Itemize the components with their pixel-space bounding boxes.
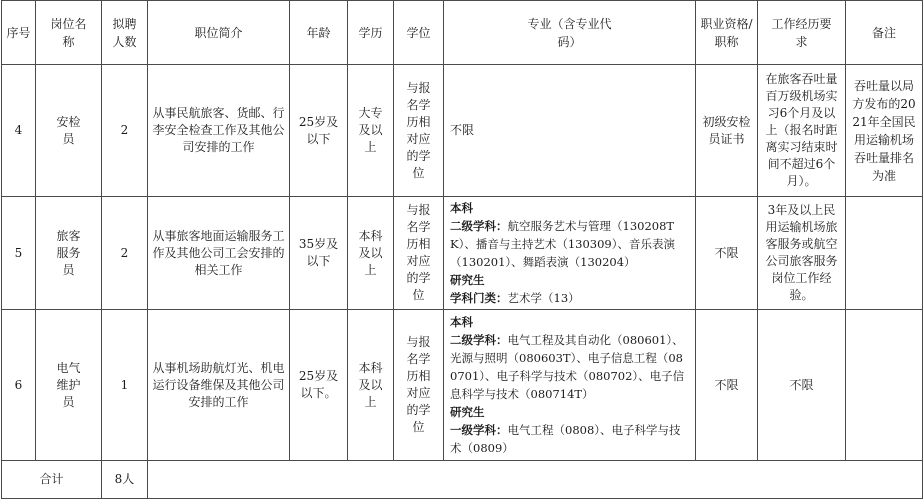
cell-age — [290, 310, 348, 461]
total-value: 8人 — [102, 461, 148, 499]
cell-major — [444, 197, 696, 310]
cell-age-text: 25岁及以下。 — [298, 369, 339, 400]
cell-num: 2 — [102, 65, 148, 197]
cell-description-text: 从事民航旅客、货邮、行李安全检查工作及其他公司安排的工作 — [152, 106, 285, 154]
cell-major — [444, 65, 696, 197]
cell-degree — [394, 310, 444, 461]
cell-work-exp-text: 在旅客吞吐量百万级机场实习6个月及以上（报名时距离实习结束时间不超过6个月）。 — [765, 72, 838, 188]
cell-position-name — [36, 310, 102, 461]
header-position-name-text: 岗位名称 — [50, 16, 87, 49]
header-num-planned-text: 拟聘人数 — [112, 16, 137, 49]
cell-degree-text: 与报名学历相对应的学位 — [406, 203, 431, 302]
header-major-text: 专业（含专业代码） — [527, 16, 612, 49]
cell-remarks — [846, 310, 923, 461]
cell-num: 1 — [102, 310, 148, 461]
cell-education — [348, 310, 394, 461]
header-row — [2, 1, 923, 65]
header-major — [444, 1, 696, 65]
cell-seq: 6 — [2, 310, 36, 461]
major-grad-line — [450, 289, 689, 307]
cell-education-text: 本科及以上 — [358, 228, 383, 277]
major-grad-text: 电气工程（0808）、电子科学与技术（0809） — [450, 423, 681, 455]
cell-description — [148, 65, 290, 197]
cell-degree-text: 与报名学历相对应的学位 — [406, 80, 431, 180]
cell-degree-text: 与报名学历相对应的学位 — [406, 335, 431, 434]
cell-major-text: 不限 — [450, 123, 475, 137]
major-grad-text: 艺术学（13） — [507, 291, 580, 305]
cell-major — [444, 310, 696, 461]
cell-qualification: 不限 — [696, 197, 758, 310]
cell-qualification-text: 初级安检员证书 — [702, 114, 751, 146]
cell-education — [348, 65, 394, 197]
recruitment-table — [1, 0, 923, 499]
table-row — [2, 65, 923, 197]
header-qualification-text: 职业资格/职称 — [700, 16, 753, 49]
header-age: 年龄 — [290, 1, 348, 65]
cell-age-text: 35岁及以下 — [298, 237, 339, 268]
major-undergrad-label: 二级学科： — [450, 219, 508, 233]
cell-education-text: 大专及以上 — [358, 106, 383, 154]
cell-work-exp-text: 3年及以上民用运输机场旅客服务或航空公司旅客服务岗位工作经验。 — [765, 203, 838, 302]
header-description: 职位简介 — [148, 1, 290, 65]
cell-description-text: 从事机场助航灯光、机电运行设备维保及其他公司安排的工作 — [152, 360, 285, 409]
total-blank — [148, 461, 923, 499]
cell-seq: 4 — [2, 65, 36, 197]
major-grad-line — [450, 421, 689, 457]
cell-position-name — [36, 197, 102, 310]
header-degree: 学位 — [394, 1, 444, 65]
major-level-undergrad: 本科 — [450, 201, 473, 215]
cell-age-text: 25岁及以下 — [298, 114, 339, 146]
header-position-name — [36, 1, 102, 65]
major-undergrad-line — [450, 331, 689, 403]
cell-work-exp — [758, 197, 846, 310]
cell-age — [290, 197, 348, 310]
major-undergrad-text: 航空服务艺术与管理（130208TK）、播音与主持艺术（130309）、音乐表演（130201）、舞蹈表演（130204） — [450, 219, 675, 269]
cell-position-name-text: 电气维护员 — [56, 360, 81, 409]
header-remarks: 备注 — [846, 1, 923, 65]
major-level-grad: 研究生 — [450, 273, 485, 287]
major-grad-label: 学科门类： — [450, 291, 508, 305]
major-level-grad: 研究生 — [450, 405, 485, 419]
cell-work-exp: 不限 — [758, 310, 846, 461]
cell-work-exp — [758, 65, 846, 197]
header-seq: 序号 — [2, 1, 36, 65]
major-undergrad-text: 电气工程及其自动化（080601）、光源与照明（080603T）、电子信息工程（080701）、电子科学与技术（080702）、电子信息科学与技术（080714T） — [450, 333, 685, 401]
cell-description — [148, 197, 290, 310]
cell-degree — [394, 65, 444, 197]
cell-seq: 5 — [2, 197, 36, 310]
cell-age — [290, 65, 348, 197]
cell-position-name — [36, 65, 102, 197]
cell-remarks — [846, 65, 923, 197]
total-row — [2, 461, 923, 499]
cell-remarks-text: 吞吐量以局方发布的2021年全国民用运输机场吞吐量排名为准 — [852, 78, 916, 183]
major-grad-label: 一级学科： — [450, 423, 508, 437]
cell-description — [148, 310, 290, 461]
cell-qualification: 不限 — [696, 310, 758, 461]
cell-position-name-text: 安检员 — [56, 114, 81, 146]
table-row — [2, 310, 923, 461]
major-undergrad-line — [450, 217, 689, 271]
header-work-exp — [758, 1, 846, 65]
cell-num: 2 — [102, 197, 148, 310]
cell-education — [348, 197, 394, 310]
table-row — [2, 197, 923, 310]
total-label: 合计 — [2, 461, 102, 499]
cell-position-name-text: 旅客服务员 — [56, 228, 81, 277]
major-level-undergrad: 本科 — [450, 315, 473, 329]
cell-degree — [394, 197, 444, 310]
cell-description-text: 从事旅客地面运输服务工作及其他公司工会安排的相关工作 — [152, 228, 285, 277]
header-education: 学历 — [348, 1, 394, 65]
cell-remarks — [846, 197, 923, 310]
major-undergrad-label: 二级学科： — [450, 333, 508, 347]
header-work-exp-text: 工作经历要求 — [771, 16, 832, 49]
header-qualification — [696, 1, 758, 65]
cell-qualification — [696, 65, 758, 197]
cell-education-text: 本科及以上 — [358, 360, 383, 409]
header-num-planned — [102, 1, 148, 65]
